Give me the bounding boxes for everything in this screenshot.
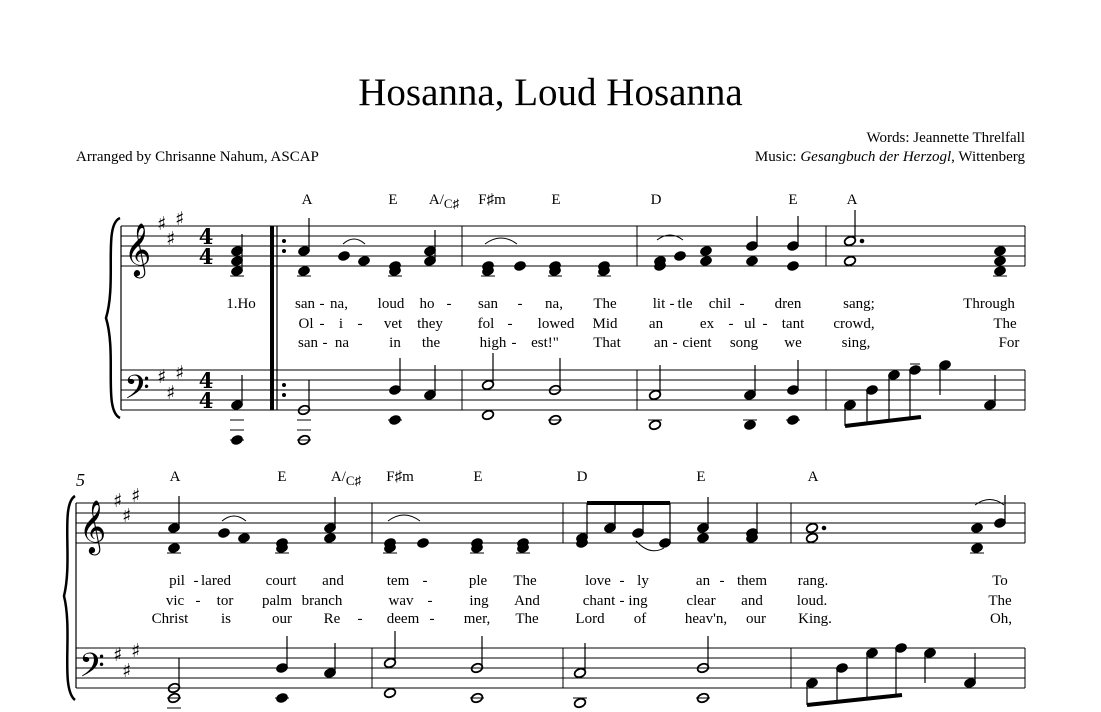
chord-symbol	[429, 192, 459, 211]
lyric-hyphen: -	[728, 316, 734, 332]
lyric-syllable: san	[295, 296, 315, 312]
lyric-syllable: sang;	[843, 296, 875, 312]
brace	[64, 496, 75, 700]
svg-text:♯: ♯	[131, 640, 141, 662]
treble-clef-icon: 𝄞	[124, 222, 152, 276]
svg-text:♯: ♯	[122, 505, 132, 527]
lyric-syllable: est!"	[531, 335, 559, 351]
treble-notes-1	[230, 210, 1007, 277]
treble-staff-2	[76, 503, 1025, 543]
bass-staff-1	[121, 370, 1025, 410]
lyric-syllable: na,	[330, 296, 348, 312]
lyric-syllable: 1.Ho	[226, 296, 256, 312]
svg-text:♯: ♯	[157, 366, 167, 388]
lyric-hyphen: -	[672, 335, 678, 351]
lyric-syllable: fol	[477, 316, 495, 332]
music-source: Gesangbuch der Herzogl	[800, 149, 952, 165]
lyric-syllable: love	[585, 573, 611, 589]
system-1	[106, 192, 1025, 446]
chord-symbol: F♯m	[386, 469, 414, 485]
chord-symbol: F♯m	[478, 192, 506, 208]
bass-notes-2	[167, 631, 977, 709]
treble-clef-icon: 𝄞	[79, 499, 107, 553]
lyric-syllable: tor	[216, 593, 234, 609]
lyric-syllable: high	[479, 335, 507, 351]
music-credit	[755, 148, 1025, 167]
bass-staff-2	[76, 648, 1025, 688]
chord-root: A/	[330, 469, 346, 485]
svg-text:♯: ♯	[175, 362, 185, 384]
lyric-syllable: na,	[545, 296, 563, 312]
lyric-syllable: To	[992, 573, 1008, 589]
lyric-syllable: tant	[781, 316, 805, 332]
key-signature-bass	[113, 640, 140, 682]
chord-bass: C♯	[345, 473, 362, 488]
lyric-syllable: loud	[377, 296, 405, 312]
lyrics-verse-2	[166, 593, 1012, 609]
lyric-syllable: ex	[699, 316, 715, 332]
chord-symbol: A	[169, 469, 181, 485]
chord-symbol: D	[576, 469, 588, 485]
lyric-syllable: wav	[388, 593, 414, 609]
chord-symbol: E	[388, 192, 398, 208]
time-signature-treble-lower: 4	[198, 244, 214, 269]
lyric-hyphen: -	[446, 296, 452, 312]
lyric-syllable: lowed	[537, 316, 575, 332]
lyric-hyphen: -	[269, 296, 275, 312]
lyric-syllable: is	[220, 611, 232, 627]
brace	[106, 218, 120, 418]
lyric-syllable: The	[988, 593, 1012, 609]
lyric-syllable: The	[593, 296, 617, 312]
lyric-hyphen: -	[322, 335, 328, 351]
key-signature-treble	[157, 208, 184, 250]
lyric-syllable: ple	[468, 573, 488, 589]
lyric-syllable: clear	[686, 593, 716, 609]
lyric-syllable: our	[272, 611, 292, 627]
page-title: Hosanna, Loud Hosanna	[358, 71, 743, 114]
lyric-syllable: deem	[386, 611, 420, 627]
lyric-syllable: they	[417, 316, 443, 332]
lyric-syllable: Oh,	[989, 611, 1013, 627]
lyric-hyphen: -	[319, 296, 325, 312]
lyric-syllable: dren	[774, 296, 802, 312]
system-2	[64, 469, 1025, 709]
lyric-syllable: we	[784, 335, 802, 351]
lyric-syllable: loud.	[796, 593, 828, 609]
chord-symbol	[331, 469, 361, 488]
lyric-hyphen: -	[619, 573, 625, 589]
chord-symbol: E	[473, 469, 483, 485]
lyric-hyphen: -	[193, 573, 199, 589]
svg-text:♯: ♯	[175, 208, 185, 230]
lyric-hyphen: -	[422, 573, 428, 589]
lyric-syllable: song	[729, 335, 759, 351]
lyric-syllable: ho	[419, 296, 435, 312]
lyric-syllable: That	[593, 335, 621, 351]
svg-text:♯: ♯	[131, 485, 141, 507]
chord-symbol: E	[788, 192, 798, 208]
lyric-hyphen: -	[195, 593, 201, 609]
lyric-syllable: mer,	[463, 611, 491, 627]
lyric-syllable: Ol	[298, 316, 314, 332]
chord-symbol: A	[807, 469, 819, 485]
lyric-syllable: the	[421, 335, 441, 351]
lyric-syllable: them	[737, 573, 767, 589]
time-signature-bass: 4	[198, 368, 214, 393]
svg-text:♯: ♯	[157, 213, 167, 235]
lyric-syllable: The	[993, 316, 1017, 332]
lyric-syllable: palm	[262, 593, 292, 609]
lyric-hyphen: -	[429, 611, 435, 627]
lyric-syllable: lit	[652, 296, 666, 312]
lyric-syllable: Through	[963, 296, 1015, 312]
lyric-syllable: sing,	[841, 335, 871, 351]
lyric-syllable: tem	[386, 573, 410, 589]
chord-symbol: E	[696, 469, 706, 485]
lyric-syllable: an	[695, 573, 711, 589]
treble-notes-2	[167, 495, 1007, 554]
svg-text:♯: ♯	[166, 382, 176, 404]
lyric-hyphen: -	[669, 296, 675, 312]
chord-symbol: A	[846, 192, 858, 208]
measure-number: 5	[76, 470, 85, 490]
time-signature-bass-lower: 4	[198, 388, 214, 413]
lyrics-verse-1	[169, 573, 1008, 589]
lyric-syllable: For	[998, 335, 1020, 351]
lyric-syllable: an	[653, 335, 669, 351]
lyric-syllable: The	[515, 611, 539, 627]
time-signature-treble: 4	[198, 224, 214, 249]
bass-notes-1	[230, 353, 997, 446]
lyric-syllable: ing	[469, 593, 489, 609]
lyrics-verse-2	[299, 316, 1017, 332]
lyric-hyphen: -	[511, 335, 517, 351]
lyric-syllable: of	[633, 611, 647, 627]
lyric-syllable: na	[334, 335, 350, 351]
chord-symbol: D	[650, 192, 662, 208]
key-signature-bass	[157, 362, 184, 404]
lyric-syllable: san	[298, 335, 318, 351]
lyric-syllable: branch	[301, 593, 343, 609]
lyric-syllable: chil	[708, 296, 732, 312]
lyric-hyphen: -	[427, 593, 433, 609]
lyric-syllable: ul	[744, 316, 756, 332]
treble-staff-1	[121, 226, 1025, 266]
chord-bass: C♯	[443, 196, 460, 211]
lyric-hyphen: -	[619, 593, 625, 609]
lyric-syllable: cient	[682, 335, 712, 351]
lyric-syllable: The	[513, 573, 537, 589]
lyric-syllable: in	[389, 335, 401, 351]
lyric-syllable: vet	[383, 316, 403, 332]
lyric-syllable: court	[265, 573, 297, 589]
lyric-syllable: heav'n,	[684, 611, 728, 627]
lyric-syllable: ly	[637, 573, 649, 589]
chord-symbol: A	[301, 192, 313, 208]
lyric-syllable: vic	[165, 593, 185, 609]
words-credit: Words: Jeannette Threlfall	[866, 130, 1025, 146]
lyric-syllable: pil	[169, 573, 185, 589]
lyric-hyphen: -	[739, 296, 745, 312]
lyric-syllable: King.	[798, 611, 832, 627]
music-place: , Wittenberg	[951, 149, 1025, 165]
lyrics-verse-3	[298, 335, 1019, 351]
lyric-hyphen: -	[762, 316, 768, 332]
bass-clef-icon: 𝄢	[124, 369, 150, 415]
lyric-syllable: chant	[582, 593, 616, 609]
music-label: Music:	[754, 149, 801, 165]
chord-root: A/	[428, 192, 444, 208]
lyric-syllable: san	[478, 296, 498, 312]
lyric-syllable: lared	[201, 573, 231, 589]
lyric-syllable: an	[648, 316, 664, 332]
lyric-syllable: tle	[677, 296, 693, 312]
lyric-syllable: crowd,	[833, 316, 875, 332]
bass-clef-icon: 𝄢	[79, 647, 105, 693]
lyric-hyphen: -	[357, 316, 363, 332]
lyrics-verse-1	[226, 296, 1015, 312]
lyric-syllable: And	[514, 593, 540, 609]
lyric-hyphen: -	[517, 296, 523, 312]
lyric-syllable: and	[741, 593, 763, 609]
lyric-hyphen: -	[319, 316, 325, 332]
credits-block	[755, 129, 1025, 167]
lyrics-verse-3	[152, 611, 1012, 627]
lyric-hyphen: -	[357, 611, 363, 627]
lyric-syllable: Mid	[592, 316, 618, 332]
lyric-syllable: Christ	[151, 611, 189, 627]
chord-symbol: E	[277, 469, 287, 485]
svg-text:♯: ♯	[122, 660, 132, 682]
lyric-syllable: i	[338, 316, 344, 332]
svg-text:♯: ♯	[166, 228, 176, 250]
lyric-syllable: and	[322, 573, 344, 589]
lyric-syllable: Lord	[575, 611, 605, 627]
svg-text:♯: ♯	[113, 490, 123, 512]
lyric-hyphen: -	[719, 573, 725, 589]
lyric-syllable: our	[746, 611, 766, 627]
lyric-hyphen: -	[507, 316, 513, 332]
arranger-credit: Arranged by Chrisanne Nahum, ASCAP	[76, 149, 319, 165]
key-signature-treble	[113, 485, 140, 527]
lyric-syllable: ing	[628, 593, 648, 609]
lyric-syllable: Re	[323, 611, 341, 627]
lyric-syllable: rang.	[797, 573, 829, 589]
svg-text:♯: ♯	[113, 644, 123, 666]
chord-symbol: E	[551, 192, 561, 208]
